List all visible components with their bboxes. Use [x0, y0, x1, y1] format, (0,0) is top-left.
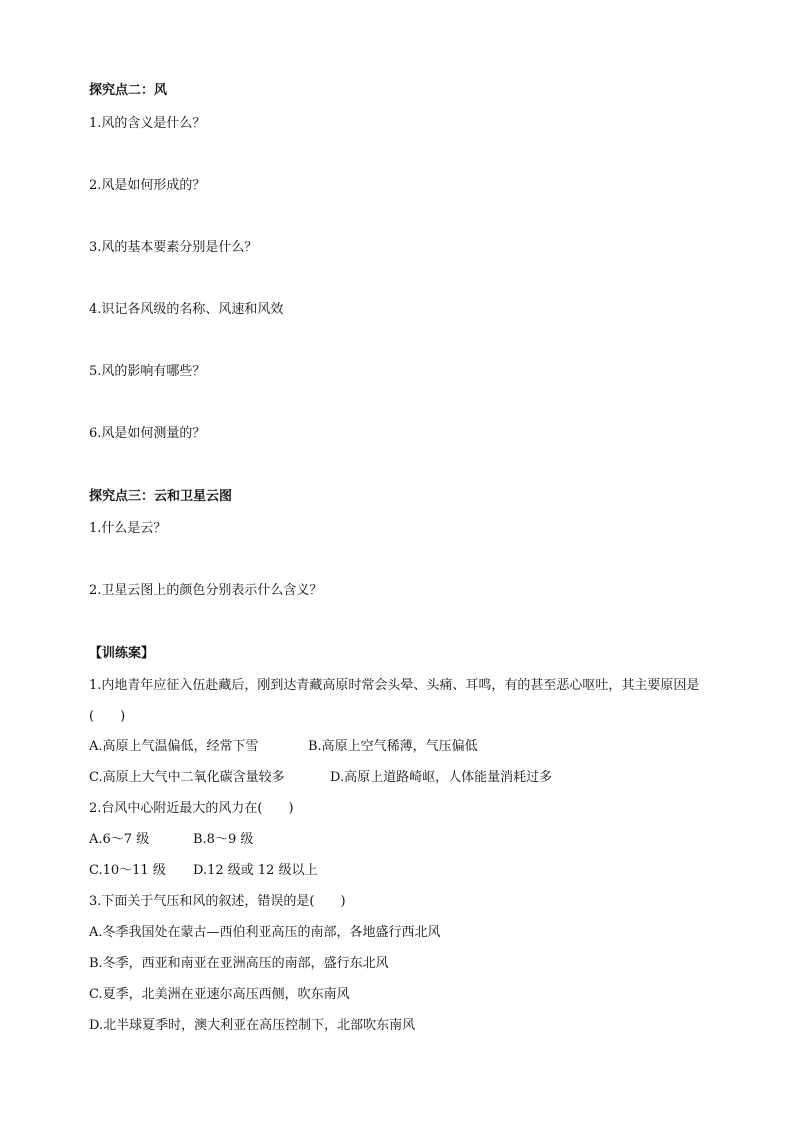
- q1-option-c: C.高原上大气中二氧化碳含量较多: [89, 770, 285, 785]
- q3-option-c: C.夏季，北美洲在亚速尔高压西侧，吹东南风: [89, 987, 350, 1002]
- section2-question-5: 5.风的影响有哪些？: [89, 364, 206, 379]
- q2-option-c: C.10～11 级: [89, 863, 166, 878]
- q2-option-a: A.6～7 级: [89, 832, 150, 847]
- q1-option-b: B.高原上空气稀薄，气压偏低: [308, 739, 478, 754]
- q1-stem: 1.内地青年应征入伍赴藏后，刚到达青藏高原时常会头晕、头痛、耳鸣，有的甚至恶心呕吐，其主要原因是( ): [89, 678, 700, 724]
- q3-option-b: B.冬季，西亚和南亚在亚洲高压的南部，盛行东北风: [89, 956, 389, 971]
- section2-question-3: 3.风的基本要素分别是什么？: [89, 240, 258, 255]
- q1-option-d: D.高原上道路崎岖，人体能量消耗过多: [330, 770, 553, 785]
- q3-stem: 3.下面关于气压和风的叙述，错误的是( ): [89, 894, 346, 909]
- section2-title: 探究点二：风: [89, 83, 168, 98]
- q2-option-b: B.8～9 级: [193, 832, 254, 847]
- q3-option-a: A.冬季我国处在蒙古—西伯利亚高压的南部，各地盛行西北风: [89, 925, 441, 940]
- q2-option-d: D.12 级或 12 级以上: [193, 863, 318, 878]
- q1-option-a: A.高原上气温偏低，经常下雪: [89, 739, 259, 754]
- training-title: 【训练案】: [89, 646, 155, 661]
- section2-question-6: 6.风是如何测量的？: [89, 426, 206, 441]
- section3-title: 探究点三：云和卫星云图: [89, 489, 233, 504]
- section3-question-2: 2.卫星云图上的颜色分别表示什么含义？: [89, 583, 323, 598]
- q2-stem: 2.台风中心附近最大的风力在( ): [89, 801, 294, 816]
- section2-question-4: 4.识记各风级的名称、风速和风效: [89, 302, 284, 317]
- section2-question-2: 2.风是如何形成的？: [89, 178, 206, 193]
- section3-question-1: 1.什么是云？: [89, 521, 167, 536]
- q3-option-d: D.北半球夏季时，澳大利亚在高压控制下，北部吹东南风: [89, 1018, 416, 1033]
- section2-question-1: 1.风的含义是什么？: [89, 116, 206, 131]
